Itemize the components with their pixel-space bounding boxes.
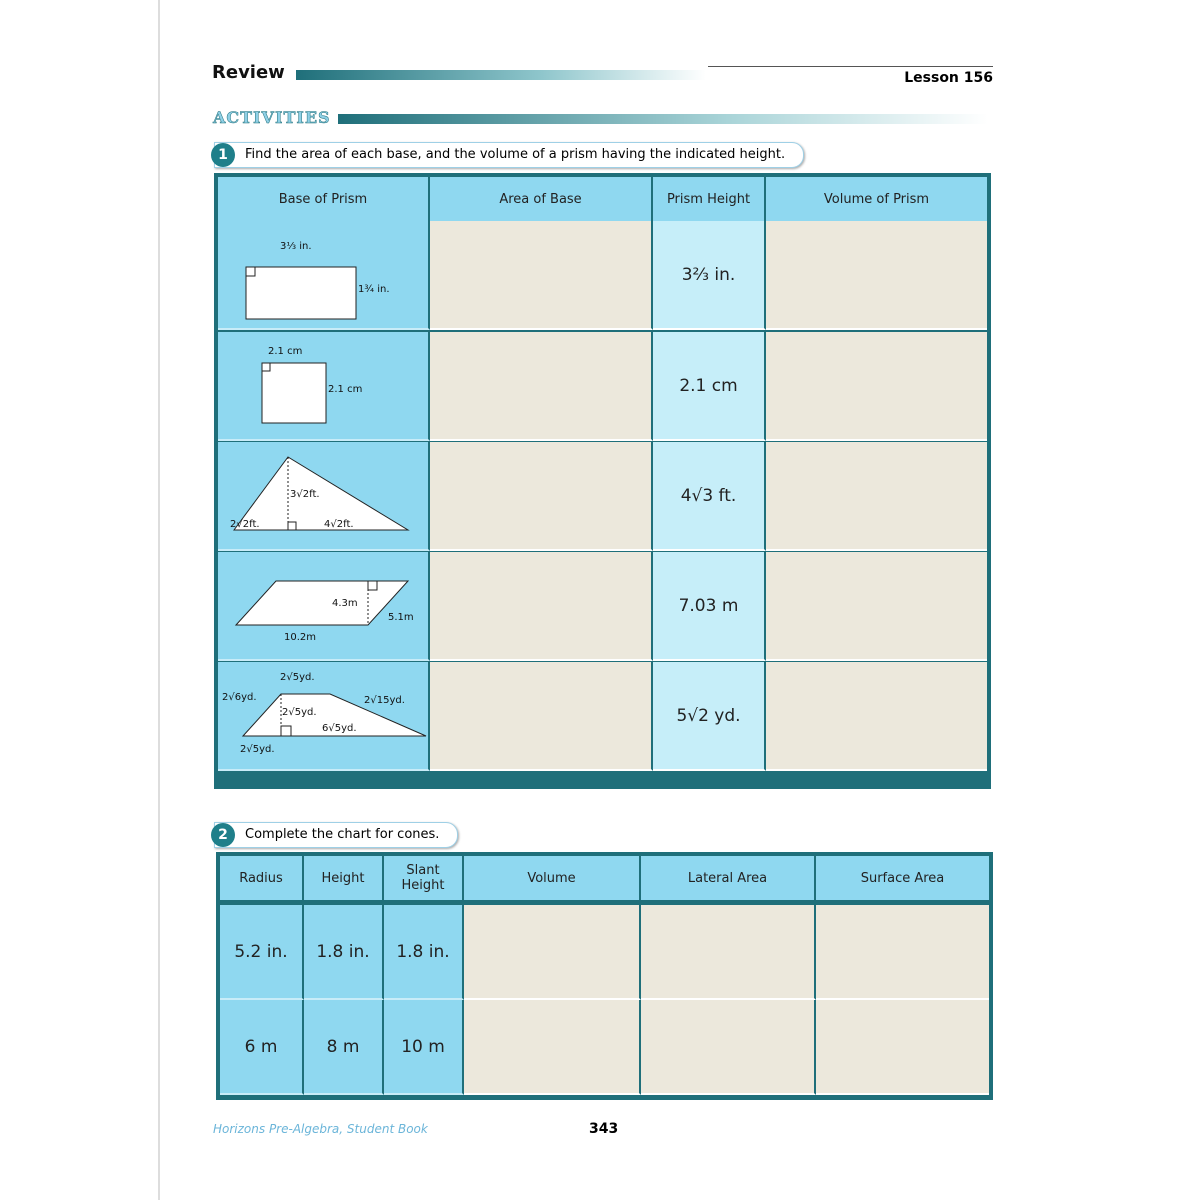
q2-instruction <box>214 822 458 848</box>
cone-value: 6 m <box>220 1000 304 1095</box>
dimension-label: 1¾ in. <box>358 284 390 295</box>
volume-answer-cell[interactable] <box>766 332 987 441</box>
col-header: Radius <box>220 856 304 900</box>
prism-table <box>214 173 991 789</box>
volume-answer-cell[interactable] <box>766 662 987 771</box>
rectangle-shape <box>218 221 430 330</box>
col-header: Prism Height <box>653 177 766 221</box>
dimension-label: 2.1 cm <box>328 384 363 395</box>
dimension-label: 3⅓ in. <box>280 241 312 252</box>
cone-value: 8 m <box>304 1000 384 1095</box>
cone-value: 10 m <box>384 1000 464 1095</box>
page-number: 343 <box>589 1121 619 1137</box>
col-header: Area of Base <box>430 177 653 221</box>
dimension-label: 2√5yd. <box>280 672 315 683</box>
base-cell <box>218 332 430 441</box>
q2-number: 2 <box>211 823 235 847</box>
base-cell <box>218 221 430 330</box>
dimension-label: 10.2m <box>284 632 317 643</box>
dimension-label: 2√15yd. <box>364 695 405 706</box>
col-header: Slant Height <box>384 856 464 900</box>
cone-value: 1.8 in. <box>304 905 384 1000</box>
dimension-label: 4√2ft. <box>324 519 354 530</box>
col-header: Base of Prism <box>218 177 430 221</box>
dimension-label: 2√5yd. <box>282 707 317 718</box>
base-cell <box>218 442 430 551</box>
cone-answer-cell[interactable] <box>816 1000 989 1095</box>
divider <box>708 66 993 67</box>
prism-height: 7.03 m <box>653 552 766 661</box>
prism-height: 2.1 cm <box>653 332 766 441</box>
dimension-label: 2√6yd. <box>222 692 257 703</box>
col-header: Surface Area <box>816 856 989 900</box>
dimension-label: 3√2ft. <box>290 489 320 500</box>
activities-bar <box>338 114 988 124</box>
volume-answer-cell[interactable] <box>766 442 987 551</box>
section-title: Review <box>212 62 285 83</box>
col-header: Height <box>304 856 384 900</box>
prism-height: 5√2 yd. <box>653 662 766 771</box>
cone-answer-cell[interactable] <box>641 905 816 1000</box>
q1-number: 1 <box>211 143 235 167</box>
col-header: Lateral Area <box>641 856 816 900</box>
volume-answer-cell[interactable] <box>766 552 987 661</box>
dimension-label: 5.1m <box>388 612 414 623</box>
area-answer-cell[interactable] <box>430 552 653 661</box>
area-answer-cell[interactable] <box>430 332 653 441</box>
q2-text: Complete the chart for cones. <box>245 827 440 842</box>
base-cell <box>218 662 430 771</box>
prism-height: 4√3 ft. <box>653 442 766 551</box>
dimension-label: 2√5yd. <box>240 744 275 755</box>
page-edge <box>158 0 160 1200</box>
cone-answer-cell[interactable] <box>641 1000 816 1095</box>
col-header: Volume of Prism <box>766 177 987 221</box>
triangle-shape <box>218 442 430 551</box>
dimension-label: 2√2ft. <box>230 519 260 530</box>
cone-answer-cell[interactable] <box>464 1000 641 1095</box>
cone-table <box>216 852 993 1100</box>
dimension-label: 4.3m <box>332 598 358 609</box>
activities-heading: ACTIVITIES <box>213 108 331 127</box>
book-title: Horizons Pre-Algebra, Student Book <box>213 1122 428 1136</box>
col-header: Volume <box>464 856 641 900</box>
q1-text: Find the area of each base, and the volume of a prism having the indicated height. <box>245 147 786 162</box>
q1-instruction <box>214 142 804 168</box>
base-cell <box>218 552 430 661</box>
cone-answer-cell[interactable] <box>816 905 989 1000</box>
title-bar <box>296 70 706 80</box>
square-shape <box>218 332 430 441</box>
cone-value: 1.8 in. <box>384 905 464 1000</box>
cone-value: 5.2 in. <box>220 905 304 1000</box>
prism-height: 3⅔ in. <box>653 221 766 330</box>
dimension-label: 6√5yd. <box>322 723 357 734</box>
volume-answer-cell[interactable] <box>766 221 987 330</box>
area-answer-cell[interactable] <box>430 221 653 330</box>
dimension-label: 2.1 cm <box>268 346 303 357</box>
lesson-number: Lesson 156 <box>904 70 993 86</box>
area-answer-cell[interactable] <box>430 662 653 771</box>
area-answer-cell[interactable] <box>430 442 653 551</box>
parallelogram-shape <box>218 552 430 661</box>
cone-answer-cell[interactable] <box>464 905 641 1000</box>
